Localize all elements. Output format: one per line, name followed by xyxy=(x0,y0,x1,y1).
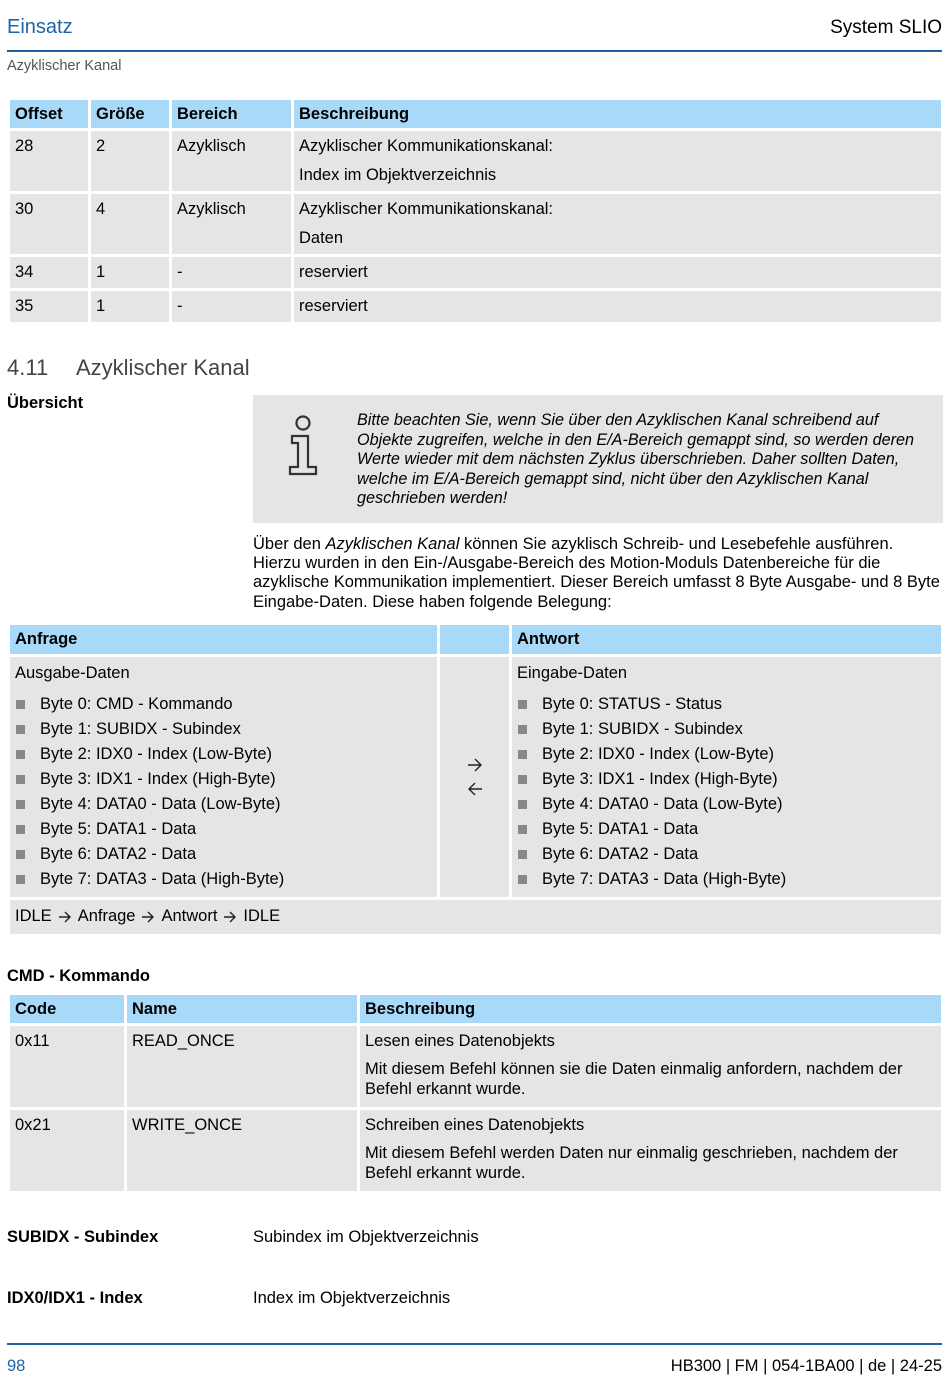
list-item: Byte 4: DATA0 - Data (Low-Byte) xyxy=(517,792,936,817)
list-item: Byte 6: DATA2 - Data xyxy=(517,842,936,867)
code-cell: 0x11 xyxy=(10,1026,124,1107)
description-cell xyxy=(294,131,941,191)
list-item: Byte 6: DATA2 - Data xyxy=(15,842,432,867)
intro-text-end: können Sie azyklisch Schreib- und Lesebefehle ausführen. Hierzu wurden in den Ein-/Ausgabe-Bereich des Motion-Moduls Datenbereiche für die azyklische Kommunikation implementiert. Dieser Bereich umfasst 8 Byte Ausgabe- und 8 Byte Eingabe-Daten. Diese haben folgende Belegung: xyxy=(253,535,940,611)
description-cell: reserviert xyxy=(294,291,941,322)
table-row xyxy=(10,131,941,191)
state-flow xyxy=(15,904,936,929)
idx-text: Index im Objektverzeichnis xyxy=(253,1289,451,1307)
list-item: Byte 2: IDX0 - Index (Low-Byte) xyxy=(15,742,432,767)
table-row xyxy=(10,194,941,254)
list-item: Byte 7: DATA3 - Data (High-Byte) xyxy=(517,867,936,892)
flow-state: Anfrage xyxy=(77,907,136,925)
area-cell: - xyxy=(172,257,291,288)
response-cell xyxy=(512,657,941,897)
section-heading xyxy=(7,355,250,381)
idx-label: IDX0/IDX1 - Index xyxy=(7,1289,143,1307)
chapter-title: Einsatz xyxy=(7,16,73,38)
intro-text-start: Über den xyxy=(253,535,326,553)
column-header-name: Name xyxy=(127,995,357,1023)
arrow-left-icon xyxy=(467,782,483,796)
note-box xyxy=(253,395,943,523)
channel-table xyxy=(7,622,944,937)
list-item: Byte 3: IDX1 - Index (High-Byte) xyxy=(15,767,432,792)
subidx-text: Subindex im Objektverzeichnis xyxy=(253,1228,479,1246)
description-title: Schreiben eines Datenobjekts xyxy=(365,1116,585,1134)
flow-state: IDLE xyxy=(243,907,281,925)
column-header-offset: Offset xyxy=(10,100,88,128)
column-header-area: Bereich xyxy=(172,100,291,128)
name-cell: READ_ONCE xyxy=(127,1026,357,1107)
offset-cell: 30 xyxy=(10,194,88,254)
description-line: Daten xyxy=(299,229,344,247)
section-number: 4.11 xyxy=(7,355,49,380)
size-cell: 1 xyxy=(91,291,169,322)
column-header-description: Beschreibung xyxy=(360,995,941,1023)
offset-cell: 35 xyxy=(10,291,88,322)
list-item: Byte 4: DATA0 - Data (Low-Byte) xyxy=(15,792,432,817)
table-row xyxy=(10,900,941,934)
table-row xyxy=(10,291,941,322)
info-icon xyxy=(286,415,320,477)
table-row xyxy=(10,257,941,288)
description-line: Azyklischer Kommunikationskanal: xyxy=(299,200,554,218)
page-footer xyxy=(7,1343,942,1375)
description-cell xyxy=(294,194,941,254)
list-item: Byte 1: SUBIDX - Subindex xyxy=(15,717,432,742)
cmd-table xyxy=(7,992,944,1194)
product-title: System SLIO xyxy=(830,17,942,38)
cmd-label: CMD - Kommando xyxy=(7,967,150,985)
area-cell: - xyxy=(172,291,291,322)
arrow-header xyxy=(440,625,509,654)
code-cell: 0x21 xyxy=(10,1110,124,1191)
table-header-row xyxy=(10,100,941,128)
arrow-cell xyxy=(440,657,509,897)
description-line: Index im Objektverzeichnis xyxy=(299,166,497,184)
response-subheading: Eingabe-Daten xyxy=(517,664,628,682)
list-item: Byte 5: DATA1 - Data xyxy=(15,817,432,842)
table-header-row xyxy=(10,625,941,654)
table-row xyxy=(10,657,941,897)
request-byte-list xyxy=(15,692,432,892)
description-cell xyxy=(360,1026,941,1107)
description-body: Mit diesem Befehl können sie die Daten einmalig anfordern, nachdem der Befehl erkannt wurde. xyxy=(365,1060,903,1098)
name-cell: WRITE_ONCE xyxy=(127,1110,357,1191)
column-header-description: Beschreibung xyxy=(294,100,941,128)
request-header: Anfrage xyxy=(10,625,437,654)
section-title: Azyklischer Kanal xyxy=(76,355,250,380)
size-cell: 1 xyxy=(91,257,169,288)
flow-cell xyxy=(10,900,941,934)
intro-emphasis: Azyklischen Kanal xyxy=(325,535,460,553)
description-cell xyxy=(360,1110,941,1191)
request-subheading: Ausgabe-Daten xyxy=(15,664,130,682)
area-cell: Azyklisch xyxy=(172,131,291,191)
list-item: Byte 7: DATA3 - Data (High-Byte) xyxy=(15,867,432,892)
offset-cell: 28 xyxy=(10,131,88,191)
description-title: Lesen eines Datenobjekts xyxy=(365,1032,555,1050)
description-line: Azyklischer Kommunikationskanal: xyxy=(299,137,554,155)
response-byte-list xyxy=(517,692,936,892)
area-cell: Azyklisch xyxy=(172,194,291,254)
list-item: Byte 0: CMD - Kommando xyxy=(15,692,432,717)
column-header-size: Größe xyxy=(91,100,169,128)
list-item: Byte 1: SUBIDX - Subindex xyxy=(517,717,936,742)
table-row xyxy=(10,1026,941,1107)
overview-label: Übersicht xyxy=(7,394,84,412)
list-item: Byte 3: IDX1 - Index (High-Byte) xyxy=(517,767,936,792)
size-cell: 4 xyxy=(91,194,169,254)
breadcrumb: Azyklischer Kanal xyxy=(7,58,122,74)
description-body: Mit diesem Befehl werden Daten nur einmalig geschrieben, nachdem der Befehl erkannt wurde. xyxy=(365,1144,898,1182)
description-cell: reserviert xyxy=(294,257,941,288)
offset-table xyxy=(7,97,944,325)
flow-state: Antwort xyxy=(161,907,218,925)
table-header-row xyxy=(10,995,941,1023)
table-row xyxy=(10,1110,941,1191)
request-cell xyxy=(10,657,437,897)
column-header-code: Code xyxy=(10,995,124,1023)
arrow-right-icon xyxy=(223,911,237,923)
list-item: Byte 0: STATUS - Status xyxy=(517,692,936,717)
list-item: Byte 5: DATA1 - Data xyxy=(517,817,936,842)
subidx-label: SUBIDX - Subindex xyxy=(7,1228,159,1246)
page-header xyxy=(7,12,942,52)
flow-state: IDLE xyxy=(15,907,52,925)
intro-paragraph xyxy=(253,535,943,612)
note-text: Bitte beachten Sie, wenn Sie über den Azyklischen Kanal schreibend auf Objekte zugreifen, welche in den E/A-Bereich gemappt sind, so werden deren Werte wieder mit dem nächsten Zyklus überschrieben. Daher sollten Daten, welche im E/A-Bereich gemappt sind, nicht über den Azyklischen Kanal geschrieben werden! xyxy=(357,411,914,507)
page-number: 98 xyxy=(7,1357,26,1375)
offset-cell: 34 xyxy=(10,257,88,288)
arrow-right-icon xyxy=(58,911,72,923)
response-header: Antwort xyxy=(512,625,941,654)
list-item: Byte 2: IDX0 - Index (Low-Byte) xyxy=(517,742,936,767)
document-id: HB300 | FM | 054-1BA00 | de | 24-25 xyxy=(670,1357,942,1375)
arrow-right-icon xyxy=(141,911,155,923)
size-cell: 2 xyxy=(91,131,169,191)
arrow-right-icon xyxy=(467,758,483,772)
